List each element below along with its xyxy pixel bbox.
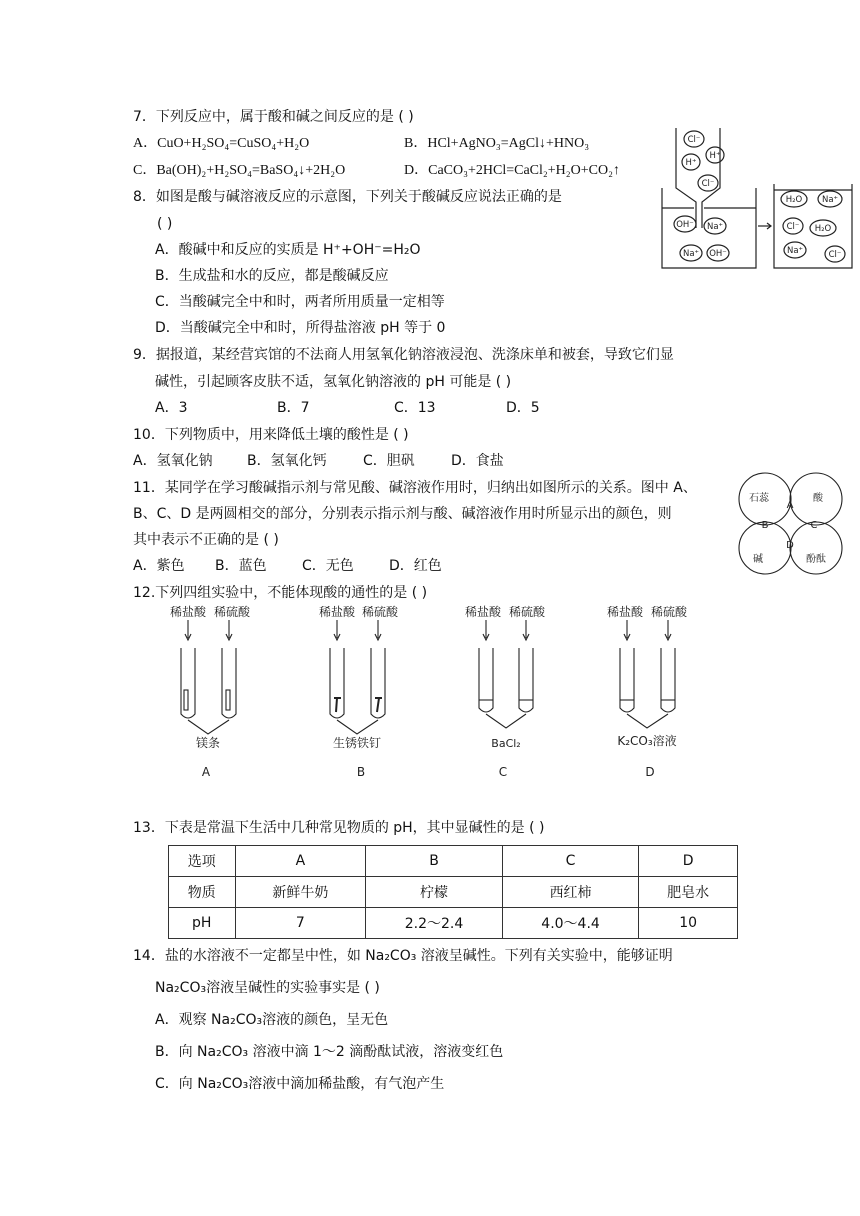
- q10-stem: 10．下列物质中，用来降低土壤的酸性是 ( ): [133, 427, 409, 443]
- dropper-ion-4: Cl⁻: [701, 179, 715, 189]
- table-cell: 柠檬: [366, 877, 503, 908]
- label-region-c: C: [810, 520, 818, 531]
- table-cell: A: [235, 846, 366, 877]
- q7-stem: 7．下列反应中，属于酸和碱之间反应的是 ( ): [133, 109, 414, 125]
- right-beaker-molecule-2: H₂O: [814, 224, 832, 234]
- label-base: 碱: [753, 554, 763, 565]
- label-region-a: A: [786, 500, 794, 511]
- q12-stem: 12.下列四组实验中，不能体现酸的通性的是 ( ): [133, 585, 428, 601]
- q11-option-c: C．无色: [302, 558, 354, 574]
- table-cell: 4.0～4.4: [502, 908, 639, 939]
- group-b-letter: B: [356, 765, 366, 779]
- dropper-ion-1: Cl⁻: [687, 135, 701, 145]
- q8-option-c: C．当酸碱完全中和时，两者所用质量一定相等: [155, 294, 445, 310]
- q10-option-c: C．胆矾: [363, 453, 415, 469]
- q11-line1: 11．某同学在学习酸碱指示剂与常见酸、碱溶液作用时，归纳出如图所示的关系。图中 A、: [133, 480, 697, 496]
- q8-stem: 8．如图是酸与碱溶液反应的示意图，下列关于酸碱反应说法正确的是: [133, 189, 562, 205]
- group-d-reagent-label: K₂CO₃溶液: [617, 734, 677, 748]
- group-b-reagent-label: 生锈铁钉: [332, 736, 382, 750]
- label-region-b: B: [761, 520, 769, 531]
- ph-table: [168, 845, 738, 939]
- group-b-hcl-label: 稀盐酸: [318, 605, 356, 619]
- q11-option-d: D．红色: [389, 558, 442, 574]
- table-row: [169, 908, 738, 939]
- group-c-hcl-label: 稀盐酸: [464, 605, 502, 619]
- group-b-h2so4-label: 稀硫酸: [361, 605, 399, 619]
- q11-line2: B、C、D 是两圆相交的部分，分别表示指示剂与酸、碱溶液作用时所显示出的颜色，则: [133, 506, 672, 522]
- q7-option-b: B．HCl+AgNO₃=AgCl↓+HNO₃: [404, 136, 590, 151]
- right-beaker-ion-3: Na⁺: [786, 246, 804, 256]
- q14-option-b: B．向 Na₂CO₃ 溶液中滴 1～2 滴酚酞试液，溶液变红色: [155, 1044, 504, 1060]
- q9-option-a: A．3: [155, 400, 188, 416]
- right-beaker-molecule-1: H₂O: [785, 195, 803, 205]
- q8-option-a: A．酸碱中和反应的实质是 H⁺+OH⁻=H₂O: [155, 242, 421, 258]
- group-a-hcl-label: 稀盐酸: [169, 605, 207, 619]
- q9-option-d: D．5: [506, 400, 540, 416]
- left-beaker-ion-2: Na⁺: [706, 222, 724, 232]
- table-cell: D: [639, 846, 738, 877]
- table-row: [169, 877, 738, 908]
- q13-stem: 13．下表是常温下生活中几种常见物质的 pH，其中显碱性的是 ( ): [133, 820, 545, 836]
- table-cell: B: [366, 846, 503, 877]
- right-beaker-ion-4: Cl⁻: [828, 250, 842, 260]
- table-cell: 10: [639, 908, 738, 939]
- left-beaker-ion-3: Na⁺: [682, 249, 700, 259]
- q8-blank: ( ): [157, 216, 173, 232]
- q11-option-a: A．紫色: [133, 558, 185, 574]
- dropper-ion-3: H⁺: [709, 151, 721, 161]
- group-d-letter: D: [645, 765, 655, 779]
- q9-line2: 碱性，引起顾客皮肤不适，氢氧化钠溶液的 pH 可能是 ( ): [155, 374, 512, 390]
- q7-option-c: C．Ba(OH)₂+H₂SO₄=BaSO₄↓+2H₂O: [133, 163, 346, 178]
- acid-experiments-figure: [150, 602, 710, 782]
- table-cell: C: [502, 846, 639, 877]
- group-c-h2so4-label: 稀硫酸: [508, 605, 546, 619]
- group-d-h2so4-label: 稀硫酸: [650, 605, 688, 619]
- q8-option-b: B．生成盐和水的反应，都是酸碱反应: [155, 268, 389, 284]
- group-a-letter: A: [201, 765, 211, 779]
- acid-base-reaction-figure: [658, 122, 858, 274]
- group-c-reagent-label: BaCl₂: [491, 737, 521, 750]
- table-cell: 肥皂水: [639, 877, 738, 908]
- table-cell: 西红柿: [502, 877, 639, 908]
- table-cell: 物质: [169, 877, 236, 908]
- right-beaker-ion-2: Cl⁻: [786, 222, 800, 232]
- q9-option-c: C．13: [394, 400, 436, 416]
- table-cell: pH: [169, 908, 236, 939]
- q7-option-d: D．CaCO₃+2HCl=CaCl₂+H₂O+CO₂↑: [404, 163, 621, 178]
- dropper-ion-2: H⁺: [685, 158, 697, 168]
- q9-line1: 9．据报道，某经营宾馆的不法商人用氢氧化钠溶液浸泡、洗涤床单和被套，导致它们显: [133, 347, 674, 363]
- q10-option-b: B．氢氧化钙: [247, 453, 327, 469]
- label-acid: 酸: [813, 493, 823, 504]
- label-region-d: D: [786, 540, 794, 551]
- group-a-h2so4-label: 稀硫酸: [213, 605, 251, 619]
- label-litmus: 石蕊: [749, 493, 769, 504]
- q14-line2: Na₂CO₃溶液呈碱性的实验事实是 ( ): [155, 980, 380, 996]
- q14-option-c: C．向 Na₂CO₃溶液中滴加稀盐酸，有气泡产生: [155, 1076, 445, 1092]
- q11-option-b: B．蓝色: [215, 558, 267, 574]
- group-d-hcl-label: 稀盐酸: [606, 605, 644, 619]
- q8-option-d: D．当酸碱完全中和时，所得盐溶液 pH 等于 0: [155, 320, 446, 336]
- table-cell: 7: [235, 908, 366, 939]
- q9-option-b: B．7: [277, 400, 310, 416]
- table-cell: 选项: [169, 846, 236, 877]
- group-c-letter: C: [498, 765, 508, 779]
- q11-line3: 其中表示不正确的是 ( ): [133, 532, 279, 548]
- q7-option-a: A．CuO+H₂SO₄=CuSO₄+H₂O: [133, 136, 310, 151]
- group-a-reagent-label: 镁条: [195, 736, 221, 750]
- label-phenolphthalein: 酚酞: [806, 554, 826, 565]
- table-cell: 2.2～2.4: [366, 908, 503, 939]
- left-beaker-ion-4: OH⁻: [709, 249, 727, 259]
- left-beaker-ion-1: OH⁻: [676, 220, 694, 230]
- q14-line1: 14．盐的水溶液不一定都呈中性，如 Na₂CO₃ 溶液呈碱性。下列有关实验中，能够证明: [133, 948, 673, 964]
- indicator-circles-figure: [732, 472, 852, 576]
- table-cell: 新鲜牛奶: [235, 877, 366, 908]
- table-row: [169, 846, 738, 877]
- right-beaker-ion-1: Na⁺: [821, 195, 839, 205]
- q10-option-d: D．食盐: [451, 453, 504, 469]
- q10-option-a: A．氢氧化钠: [133, 453, 213, 469]
- q14-option-a: A．观察 Na₂CO₃溶液的颜色，呈无色: [155, 1012, 389, 1028]
